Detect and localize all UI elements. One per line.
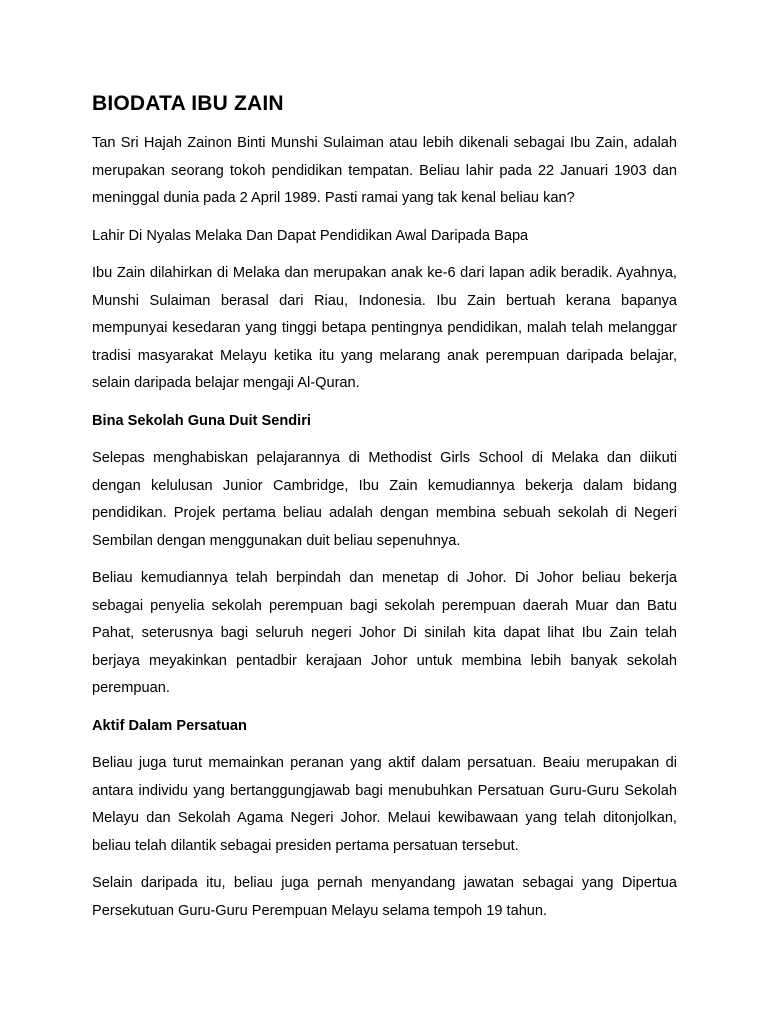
paragraph-federation: Selain daripada itu, beliau juga pernah menyandang jawatan sebagai yang Dipertua Persekutuan Guru-Guru Perempuan Melayu selama tempoh 19 tahun. xyxy=(92,875,677,919)
section-subheading-birth: Lahir Di Nyalas Melaka Dan Dapat Pendidikan Awal Daripada Bapa xyxy=(92,227,529,244)
paragraph-early-life: Ibu Zain dilahirkan di Melaka dan merupakan anak ke-6 dari lapan adik beradik. Ayahnya, Munshi Sulaiman berasal dari Riau, Indonesia. Ibu Zain bertuah kerana bapanya mempunyai kesedaran yang tinggi betapa pentingnya pendidikan, malah telah melanggar tradisi masyarakat Melayu ketika itu yang melarang anak perempuan daripada belajar, selain daripada belajar mengaji Al-Quran. xyxy=(92,265,677,391)
paragraph-johor: Beliau kemudiannya telah berpindah dan menetap di Johor. Di Johor beliau bekerja sebagai penyelia sekolah perempuan bagi sekolah perempuan daerah Muar dan Batu Pahat, seterusnya bagi seluruh negeri Johor Di sinilah kita dapat lihat Ibu Zain telah berjaya meyakinkan pentadbir kerajaan Johor untuk membina lebih banyak sekolah perempuan. xyxy=(92,570,677,696)
intro-paragraph: Tan Sri Hajah Zainon Binti Munshi Sulaiman atau lebih dikenali sebagai Ibu Zain, adalah merupakan seorang tokoh pendidikan tempatan. Beliau lahir pada 22 Januari 1903 dan meninggal dunia pada 2 April 1989. Pasti ramai yang tak kenal beliau kan? xyxy=(92,135,677,206)
paragraph-association: Beliau juga turut memainkan peranan yang aktif dalam persatuan. Beaiu merupakan di antara individu yang bertanggungjawab bagi menubuhkan Persatuan Guru-Guru Sekolah Melayu dan Sekolah Agama Negeri Johor. Melaui kewibawaan yang telah ditonjolkan, beliau telah dilantik sebagai presiden pertama persatuan tersebut. xyxy=(92,755,677,854)
document-title: BIODATA IBU ZAIN xyxy=(92,92,284,115)
document-page xyxy=(92,92,677,935)
section-heading-association: Aktif Dalam Persatuan xyxy=(92,717,247,734)
section-heading-school: Bina Sekolah Guna Duit Sendiri xyxy=(92,412,311,429)
paragraph-education: Selepas menghabiskan pelajarannya di Methodist Girls School di Melaka dan diikuti dengan kelulusan Junior Cambridge, Ibu Zain kemudiannya bekerja dalam bidang pendidikan. Projek pertama beliau adalah dengan membina sebuah sekolah di Negeri Sembilan dengan menggunakan duit beliau sepenuhnya. xyxy=(92,450,677,549)
